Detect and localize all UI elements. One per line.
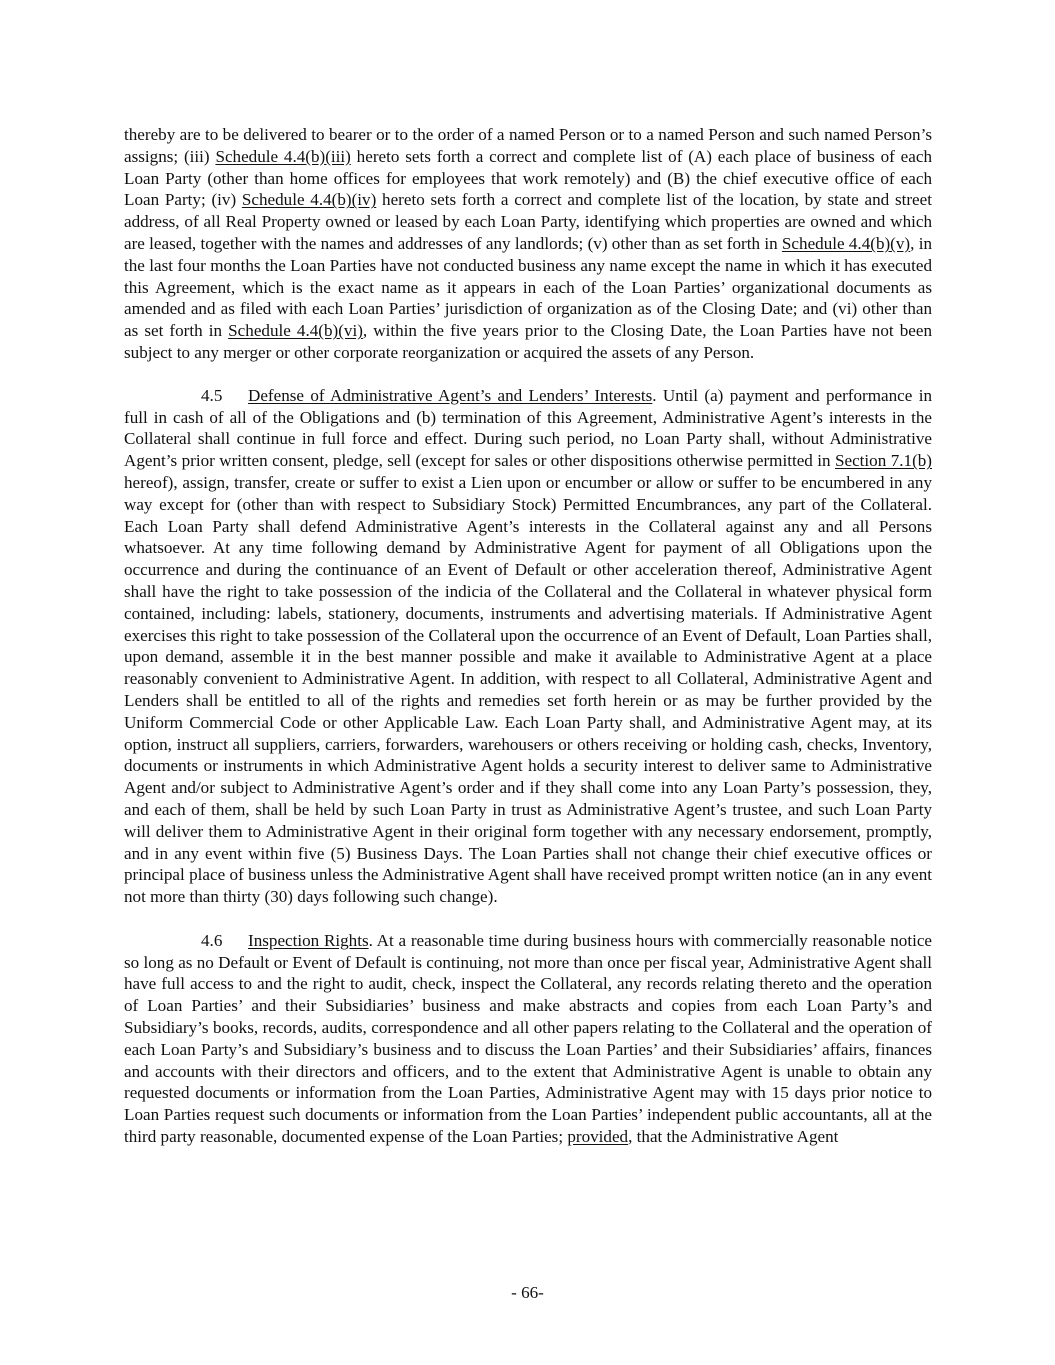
section-4-6 — [124, 930, 932, 1148]
text-run: . At a reasonable time during business hours with commercially reasonable notice so long as no Default or Event of Default is continuing, not more than once per fiscal year, Administrative Agent shall have full access to and the right to audit, check, inspect the Collateral, any records relating thereto and the operation of Loan Parties’ and their Subsidiaries’ business and make abstracts and copies from each Loan Party’s and Subsidiary’s books, records, audits, correspondence and all other papers relating to the Collateral and the operation of each Loan Party’s and Subsidiary’s business and to discuss the Loan Parties’ and their Subsidiaries’ affairs, finances and accounts with their directors and officers, and to the extent that Administrative Agent is unable to obtain any requested documents or information from the Loan Parties, Administrative Agent may with 15 days prior notice to Loan Parties request such documents or information from the Loan Parties’ independent public accountants, all at the third party reasonable, documented expense of the Loan Parties; — [124, 930, 932, 1147]
proviso-term: provided — [567, 1127, 629, 1147]
section-heading: Defense of Administrative Agent’s and Lenders’ Interests — [248, 385, 653, 405]
section-4-5 — [124, 385, 932, 908]
text-run: hereof), assign, transfer, create or suffer to exist a Lien upon or encumber or allow or suffer to be encumbered in any way except for (other than with respect to Subsidiary Stock) Permitted Encumbrances, any part of the Collateral. Each Loan Party shall defend Administrative Agent’s interests in the Collateral against any and all Persons whatsoever. At any time following demand by Administrative Agent for payment of all Obligations upon the occurrence and during the continuance of an Event of Default or other acceleration thereof, Administrative Agent shall have the right to take possession of the indicia of the Collateral and the Collateral in whatever physical form contained, including: labels, stationery, documents, instruments and advertising materials. If Administrative Agent exercises this right to take possession of the Collateral upon the occurrence of an Event of Default, Loan Parties shall, upon demand, assemble it in the best manner possible and make it available to Administrative Agent at a place reasonably convenient to Administrative Agent. In addition, with respect to all Collateral, Administrative Agent and Lenders shall be entitled to all of the rights and remedies set forth herein or as may be further provided by the Uniform Commercial Code or other Applicable Law. Each Loan Party shall, and Administrative Agent may, at its option, instruct all suppliers, carriers, forwarders, warehousers or others receiving or holding cash, checks, Inventory, documents or instruments in which Administrative Agent holds a security interest to deliver same to Administrative Agent and/or subject to Administrative Agent’s order and if they shall come into any Loan Party’s possession, they, and each of them, shall be held by such Loan Party in trust as Administrative Agent’s trustee, and such Loan Party will deliver them to Administrative Agent in their original form together with any necessary endorsement, promptly, and in any event within five (5) Business Days. The Loan Parties shall not change their chief executive offices or principal place of business unless the Administrative Agent shall have received prompt written notice (an in any event not more than thirty (30) days following such change). — [124, 472, 932, 907]
schedule-reference: Schedule 4.4(b)(vi) — [228, 321, 363, 341]
text-run: , that the Administrative Agent — [628, 1127, 839, 1147]
document-body — [124, 124, 932, 1170]
text-run: hereto sets forth a correct and complete list of the location, by state and street address, of all Real Property owned or leased by each Loan Party, identifying which properties are owned and which are leased, together with the names and addresses of any landlords; (v) other than as set forth in — [124, 190, 932, 253]
section-number: 4.5 — [201, 385, 223, 405]
text-run: . Until (a) payment and performance in full in cash of all of the Obligations and (b) termination of this Agreement, Administrative Agent’s interests in the Collateral shall continue in full force and effect. During such period, no Loan Party shall, without Administrative Agent’s prior written consent, pledge, sell (except for sales or other dispositions otherwise permitted in — [124, 385, 932, 471]
text-run: hereto sets forth a correct and complete list of (A) each place of business of each Loan Party (other than home offices for employees that work remotely) and (B) the chief executive office of each Loan Party; (iv) — [124, 146, 932, 210]
section-heading: Inspection Rights — [248, 930, 369, 950]
schedule-reference: Schedule 4.4(b)(iv) — [241, 190, 377, 210]
text-run: thereby are to be delivered to bearer or to the order of a named Person or to a named Person and such named Person’s assigns; (iii) — [124, 125, 932, 166]
page-number: - 66- — [511, 1283, 544, 1302]
section-number: 4.6 — [201, 930, 223, 950]
text-run: , in the last four months the Loan Parties have not conducted business any name except the name in which it has executed this Agreement, which is the exact name as it appears in each of the Loan Parties’ organizational documents as amended and as filed with each Loan Parties’ jurisdiction of organization as of the Closing Date; and (vi) other than as set forth in — [124, 233, 932, 341]
text-run: , within the five years prior to the Closing Date, the Loan Parties have not been subject to any merger or other corporate reorganization or acquired the assets of any Person. — [124, 321, 932, 362]
schedule-reference: Schedule 4.4(b)(v) — [781, 233, 911, 253]
section-reference: Section 7.1(b) — [835, 451, 932, 471]
schedule-reference: Schedule 4.4(b)(iii) — [215, 146, 351, 166]
paragraph-continuation — [124, 124, 932, 364]
